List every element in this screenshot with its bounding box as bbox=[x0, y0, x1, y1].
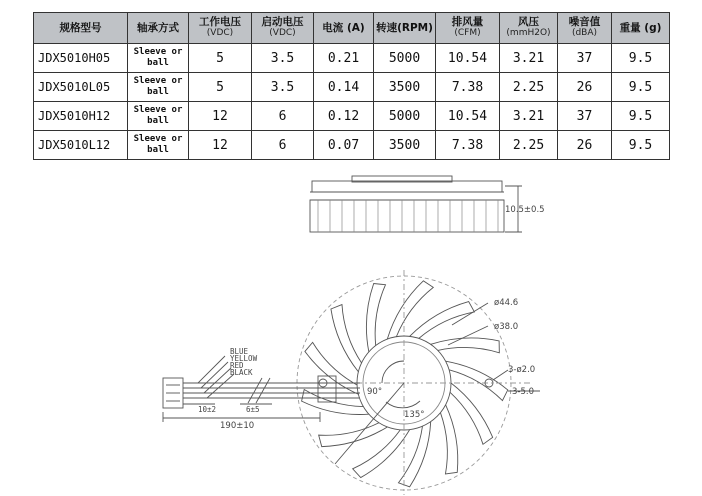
cell-noise: 26 bbox=[558, 73, 612, 102]
cell-model: JDX5010L05 bbox=[34, 73, 128, 102]
header-pressure: 风压 (mmH2O) bbox=[500, 13, 558, 44]
hole-spec-label: 3-ø2.0 bbox=[508, 365, 536, 375]
cell-start-voltage: 6 bbox=[252, 131, 314, 160]
cell-speed: 5000 bbox=[374, 102, 436, 131]
header-weight: 重量 (g) bbox=[612, 13, 670, 44]
header-model: 规格型号 bbox=[34, 13, 128, 44]
header-start-voltage: 启动电压 (VDC) bbox=[252, 13, 314, 44]
cell-voltage: 5 bbox=[189, 73, 252, 102]
cell-pressure: 3.21 bbox=[500, 44, 558, 73]
header-current: 电流 (A) bbox=[314, 13, 374, 44]
hub-diameter-label: ø38.0 bbox=[494, 322, 519, 332]
cell-noise: 26 bbox=[558, 131, 612, 160]
wire-harness bbox=[163, 356, 360, 422]
cell-airflow: 7.38 bbox=[436, 131, 500, 160]
cell-speed: 3500 bbox=[374, 73, 436, 102]
header-airflow: 排风量 (CFM) bbox=[436, 13, 500, 44]
wire-break-mark bbox=[248, 378, 270, 403]
cell-weight: 9.5 bbox=[612, 73, 670, 102]
cell-current: 0.07 bbox=[314, 131, 374, 160]
fan-blade bbox=[353, 430, 410, 478]
fan-blades bbox=[302, 281, 508, 487]
cell-airflow: 10.54 bbox=[436, 102, 500, 131]
cell-voltage: 12 bbox=[189, 102, 252, 131]
fan-blade bbox=[440, 405, 457, 474]
angle-arc-90 bbox=[382, 361, 404, 383]
cell-model: JDX5010H12 bbox=[34, 102, 128, 131]
header-speed: 转速(RPM) bbox=[374, 13, 436, 44]
wire-color-red: RED bbox=[230, 361, 244, 370]
cell-current: 0.12 bbox=[314, 102, 374, 131]
connector-dim-label: 10±2 bbox=[198, 405, 217, 414]
hole-spec2-label: 3-5.0 bbox=[512, 387, 534, 397]
cell-current: 0.21 bbox=[314, 44, 374, 73]
cell-noise: 37 bbox=[558, 102, 612, 131]
fan-blade bbox=[387, 281, 433, 339]
cell-weight: 9.5 bbox=[612, 131, 670, 160]
cell-bearing: Sleeve or ball bbox=[128, 73, 189, 102]
fan-blade bbox=[398, 422, 430, 487]
cell-start-voltage: 3.5 bbox=[252, 44, 314, 73]
cell-start-voltage: 6 bbox=[252, 102, 314, 131]
side-height-label: 10.5±0.5 bbox=[505, 205, 545, 215]
fan-blade bbox=[410, 302, 475, 339]
strip-dim-label: 6±5 bbox=[246, 405, 260, 414]
cell-bearing: Sleeve or ball bbox=[128, 131, 189, 160]
outer-diameter-label: ø44.6 bbox=[494, 298, 519, 308]
cell-current: 0.14 bbox=[314, 73, 374, 102]
cell-bearing: Sleeve or ball bbox=[128, 102, 189, 131]
fan-side-view bbox=[310, 176, 522, 232]
wire-color-blue: BLUE bbox=[230, 347, 249, 356]
cell-noise: 37 bbox=[558, 44, 612, 73]
cell-weight: 9.5 bbox=[612, 44, 670, 73]
side-view-frame-top bbox=[312, 181, 502, 192]
cell-voltage: 5 bbox=[189, 44, 252, 73]
hole-leader bbox=[493, 370, 508, 380]
cell-pressure: 2.25 bbox=[500, 73, 558, 102]
angle-90-label: 90° bbox=[367, 387, 383, 397]
outer-diameter-leader bbox=[452, 303, 488, 325]
cell-airflow: 10.54 bbox=[436, 44, 500, 73]
cell-start-voltage: 3.5 bbox=[252, 73, 314, 102]
fan-blade bbox=[305, 342, 358, 394]
cell-bearing: Sleeve or ball bbox=[128, 44, 189, 73]
side-view-blades bbox=[310, 200, 504, 232]
cable-length-label: 190±10 bbox=[220, 421, 255, 431]
wire-color-leader-1 bbox=[198, 356, 225, 383]
cell-airflow: 7.38 bbox=[436, 73, 500, 102]
cell-speed: 5000 bbox=[374, 44, 436, 73]
cell-speed: 3500 bbox=[374, 131, 436, 160]
cell-pressure: 2.25 bbox=[500, 131, 558, 160]
wire-color-yellow: YELLOW bbox=[230, 354, 258, 363]
fan-blade bbox=[431, 338, 500, 353]
cell-model: JDX5010L12 bbox=[34, 131, 128, 160]
angle-135-label: 135° bbox=[404, 410, 425, 420]
hub-diameter-leader bbox=[448, 326, 488, 345]
header-noise: 噪音值 (dBA) bbox=[558, 13, 612, 44]
wire-color-black: BLACK bbox=[230, 368, 253, 377]
fan-blade bbox=[446, 361, 508, 400]
header-voltage: 工作电压 (VDC) bbox=[189, 13, 252, 44]
fan-blade bbox=[331, 305, 362, 372]
side-view-fins bbox=[318, 200, 498, 232]
header-bearing: 轴承方式 bbox=[128, 13, 189, 44]
fan-blade bbox=[450, 383, 493, 444]
cell-pressure: 3.21 bbox=[500, 102, 558, 131]
cell-model: JDX5010H05 bbox=[34, 44, 128, 73]
cell-voltage: 12 bbox=[189, 131, 252, 160]
cell-weight: 9.5 bbox=[612, 102, 670, 131]
angle-arc-135 bbox=[386, 401, 420, 408]
